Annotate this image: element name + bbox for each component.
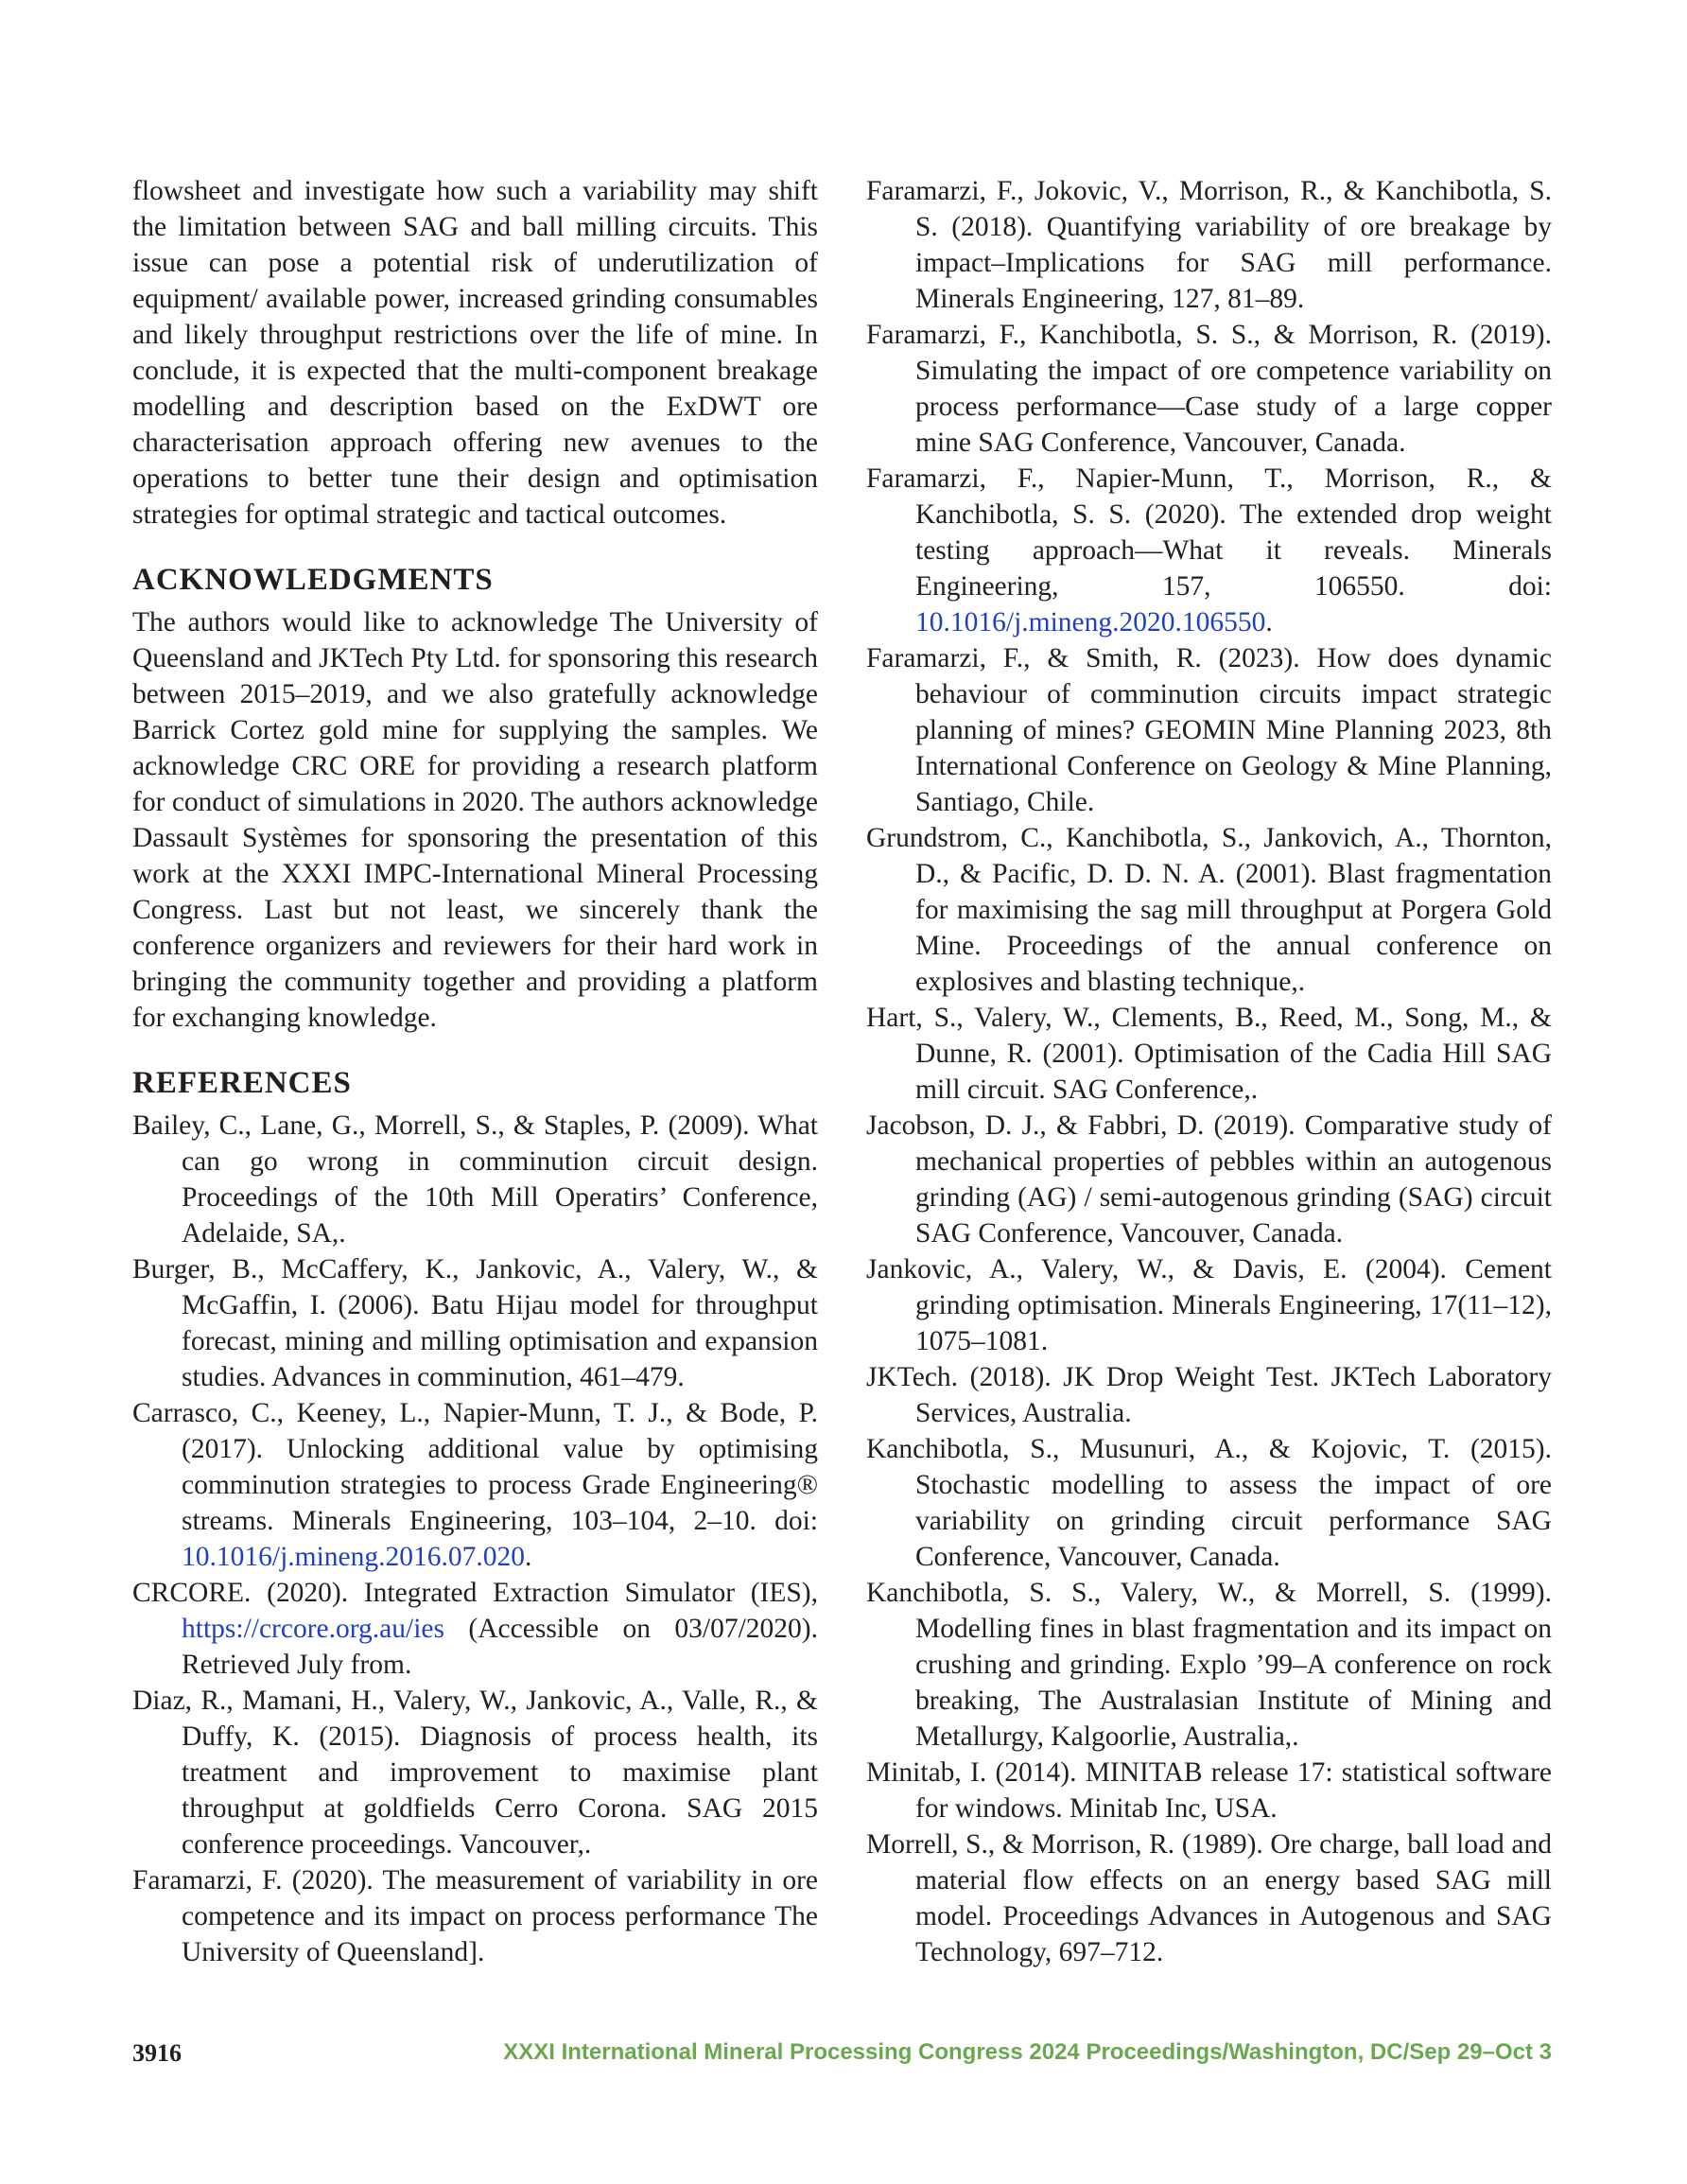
references-list-right [866, 173, 1552, 1970]
reference-entry [132, 1862, 818, 1970]
references-list-left [132, 1108, 818, 1970]
reference-entry [866, 1000, 1552, 1108]
reference-text: Jacobson, D. J., & Fabbri, D. (2019). Comparative study of mechanical properties of pebbles within an autogenous grinding (AG) / semi-autogenous grinding (SAG) circuit SAG Conference, Vancouver, Canada. [866, 1110, 1552, 1249]
reference-text: Faramarzi, F., & Smith, R. (2023). How does dynamic behaviour of comminution circuits impact strategic planning of mines? GEOMIN Mine Planning 2023, 8th International Conference on Geology & Mine Planning, Santiago, Chile. [866, 643, 1552, 817]
reference-entry [866, 1359, 1552, 1431]
reference-entry [866, 1431, 1552, 1575]
url-link[interactable]: https://crcore.org.au/ies [182, 1614, 444, 1644]
reference-text: Burger, B., McCaffery, K., Jankovic, A., Valery, W., & McGaffin, I. (2006). Batu Hijau model for throughput forecast, mining and milling optimisation and expansion studies. Advances in comminution, 461–479. [132, 1254, 818, 1392]
reference-text: Faramarzi, F., Kanchibotla, S. S., & Morrison, R. (2019). Simulating the impact of ore competence variability on process performance—Case study of a large copper mine SAG Conference, Vancouver, Canada. [866, 320, 1552, 458]
reference-entry [866, 1251, 1552, 1359]
reference-text-tail: (Accessible on 03/07/2020). Retrieved July from. [182, 1614, 818, 1680]
reference-entry [866, 1108, 1552, 1251]
reference-entry [866, 1826, 1552, 1970]
reference-text: Faramarzi, F., Jokovic, V., Morrison, R., & Kanchibotla, S. S. (2018). Quantifying variability of ore breakage by impact–Implications for SAG mill performance. Minerals Engineering, 127, 81–89. [866, 176, 1552, 314]
reference-entry [866, 317, 1552, 461]
reference-text: Bailey, C., Lane, G., Morrell, S., & Staples, P. (2009). What can go wrong in comminution circuit design. Proceedings of the 10th Mill Operatirs’ Conference, Adelaide, SA,. [132, 1110, 818, 1249]
left-column [132, 173, 818, 1970]
doi-link[interactable]: 10.1016/j.mineng.2016.07.020 [182, 1542, 526, 1572]
reference-text: Hart, S., Valery, W., Clements, B., Reed, M., Song, M., & Dunne, R. (2001). Optimisation of the Cadia Hill SAG mill circuit. SAG Conference,. [866, 1003, 1552, 1105]
reference-entry [132, 1251, 818, 1395]
reference-text: Carrasco, C., Keeney, L., Napier-Munn, T. J., & Bode, P. (2017). Unlocking additional value by optimising comminution strategies to process Grade Engineering® streams. Minerals Engineering, 103–104, 2–10. doi: [132, 1398, 818, 1536]
reference-entry [866, 820, 1552, 1000]
reference-entry [132, 1108, 818, 1251]
reference-entry [132, 1575, 818, 1683]
reference-entry [132, 1683, 818, 1862]
reference-text-tail: . [1265, 607, 1273, 638]
reference-text-tail: . [525, 1542, 532, 1572]
proceedings-title: XXXI International Mineral Processing Congress 2024 Proceedings/Washington, DC/Sep 29–Oct 3 [503, 2039, 1552, 2065]
reference-text: CRCORE. (2020). Integrated Extraction Simulator (IES), [132, 1578, 818, 1608]
doi-link[interactable]: 10.1016/j.mineng.2020.106550 [915, 607, 1266, 638]
reference-text: Faramarzi, F. (2020). The measurement of variability in ore competence and its impact on process performance The University of Queensland]. [132, 1865, 818, 1967]
reference-text: Minitab, I. (2014). MINITAB release 17: statistical software for windows. Minitab Inc, USA. [866, 1757, 1552, 1824]
acknowledgments-heading: ACKNOWLEDGMENTS [132, 563, 494, 597]
right-column [866, 173, 1552, 1970]
reference-entry [866, 461, 1552, 640]
reference-entry [866, 640, 1552, 820]
reference-text: Diaz, R., Mamani, H., Valery, W., Jankovic, A., Valle, R., & Duffy, K. (2015). Diagnosis of process health, its treatment and improvement to maximise plant throughput at goldfields Cerro Corona. SAG 2015 conference proceedings. Vancouver,. [132, 1686, 818, 1860]
reference-text: Kanchibotla, S. S., Valery, W., & Morrell, S. (1999). Modelling fines in blast fragmentation and its impact on crushing and grinding. Explo ’99–A conference on rock breaking, The Australasian Institute of Mining and Metallurgy, Kalgoorlie, Australia,. [866, 1578, 1552, 1752]
acknowledgments-paragraph: The authors would like to acknowledge The University of Queensland and JKTech Pty Ltd. for sponsoring this research between 2015–2019, and we also gratefully acknowledge Barrick Cortez gold mine for supplying the samples. We acknowledge CRC ORE for providing a research platform for conduct of simulations in 2020. The authors acknowledge Dassault Systèmes for sponsoring the presentation of this work at the XXXI IMPC-International Mineral Processing Congress. Last but not least, we sincerely thank the conference organizers and reviewers for their hard work in bringing the community together and providing a platform for exchanging knowledge. [132, 607, 818, 1033]
reference-entry [866, 1575, 1552, 1755]
reference-text: Morrell, S., & Morrison, R. (1989). Ore charge, ball load and material flow effects on an energy based SAG mill model. Proceedings Advances in Autogenous and SAG Technology, 697–712. [866, 1829, 1552, 1967]
reference-text: JKTech. (2018). JK Drop Weight Test. JKTech Laboratory Services, Australia. [866, 1362, 1552, 1428]
reference-text: Grundstrom, C., Kanchibotla, S., Jankovich, A., Thornton, D., & Pacific, D. D. N. A. (2001). Blast fragmentation for maximising the sag mill throughput at Porgera Gold Mine. Proceedings of the annual conference on explosives and blasting technique,. [866, 823, 1552, 997]
page-footer [132, 2039, 1552, 2077]
references-heading: REFERENCES [132, 1066, 352, 1100]
reference-text: Kanchibotla, S., Musunuri, A., & Kojovic, T. (2015). Stochastic modelling to assess the impact of ore variability on grinding circuit performance SAG Conference, Vancouver, Canada. [866, 1434, 1552, 1572]
reference-text: Jankovic, A., Valery, W., & Davis, E. (2004). Cement grinding optimisation. Minerals Engineering, 17(11–12), 1075–1081. [866, 1254, 1552, 1356]
reference-entry [866, 173, 1552, 317]
reference-entry [866, 1755, 1552, 1826]
intro-paragraph: flowsheet and investigate how such a variability may shift the limitation between SAG and ball milling circuits. This issue can pose a potential risk of underutilization of equipment/ available power, increased grinding consumables and likely throughput restrictions over the life of mine. In conclude, it is expected that the multi-component breakage modelling and description based on the ExDWT ore characterisation approach offering new avenues to the operations to better tune their design and optimisation strategies for optimal strategic and tactical outcomes. [132, 176, 818, 530]
reference-text: Faramarzi, F., Napier-Munn, T., Morrison, R., & Kanchibotla, S. S. (2020). The extended drop weight testing approach—What it reveals. Minerals Engineering, 157, 106550. doi: [866, 463, 1552, 602]
reference-entry [132, 1395, 818, 1575]
page-number: 3916 [132, 2039, 182, 2067]
